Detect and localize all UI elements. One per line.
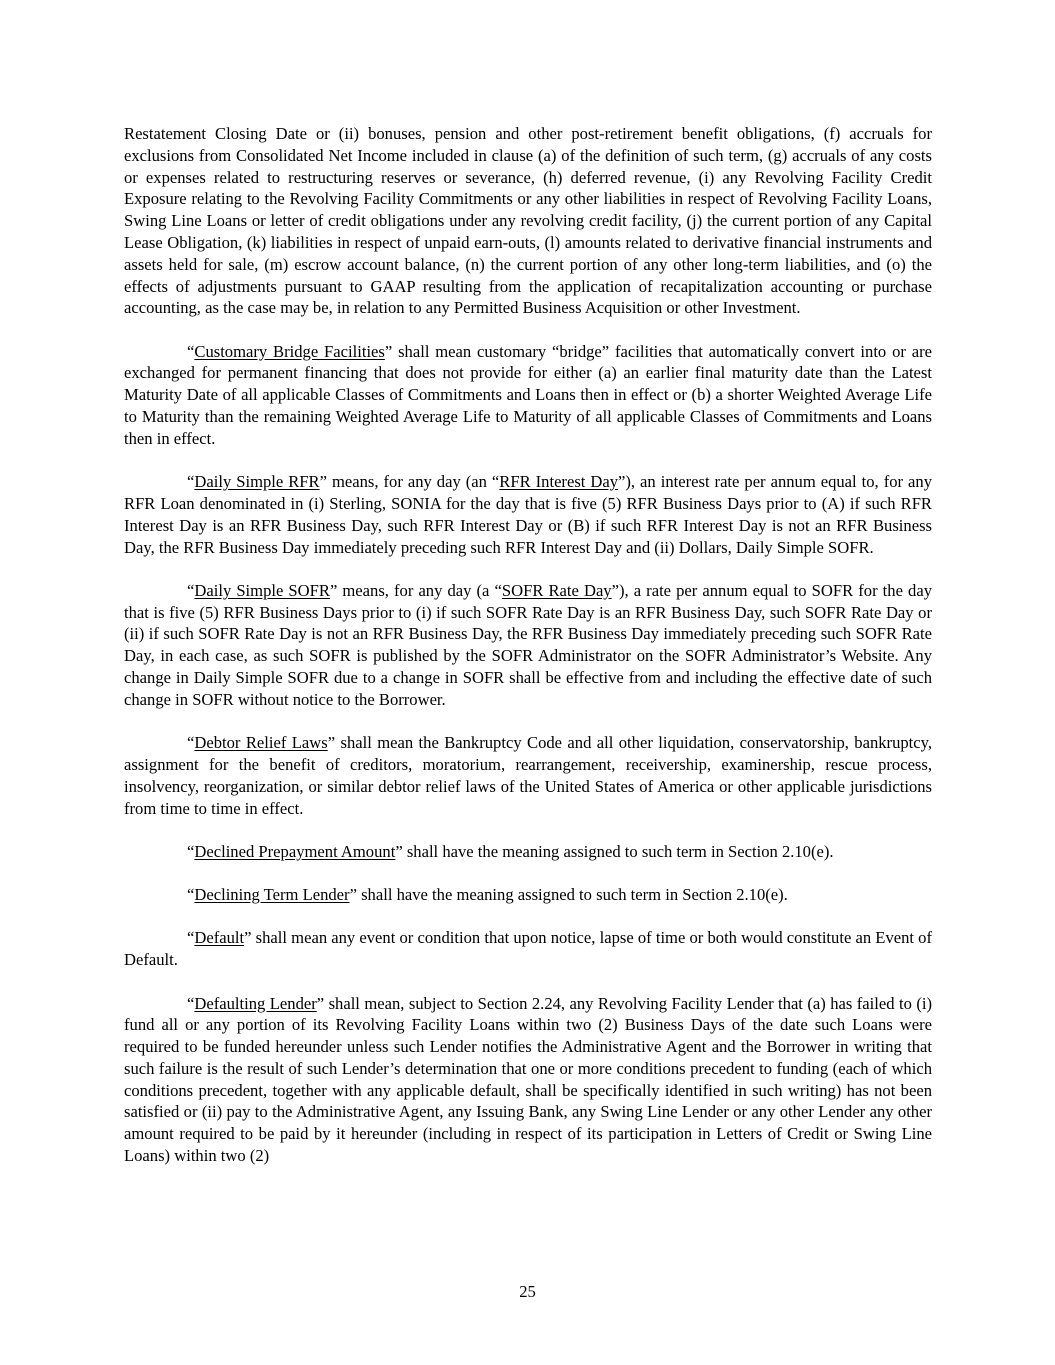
- page-number: 25: [519, 1282, 536, 1301]
- paragraph-text: ” shall have the meaning assigned to such term in Section 2.10(e).: [395, 841, 834, 861]
- paragraph: [124, 471, 932, 558]
- paragraph-text: ” shall mean the Bankruptcy Code and all other liquidation, conservatorship, bankruptcy, assignment for the benefit of creditors, moratorium, rearrangement, receivership, examinership, rescue process, insolvency, reorganization, or similar debtor relief laws of the United States of America or other applicable jurisdictions from time to time in effect.: [124, 733, 933, 818]
- paragraph-text: Restatement Closing Date or (ii) bonuses, pension and other post-retirement benefit obligations, (f) accruals for exclusions from Consolidated Net Income included in clause (a) of the definition of such term, (g) accruals of any costs or expenses related to restructuring reserves or severance, (h) deferred revenue, (i) any Revolving Facility Credit Exposure relating to the Revolving Facility Commitments or any other liabilities in respect of Revolving Facility Loans, Swing Line Loans or letter of credit obligations under any revolving credit facility, (j) the current portion of any Capital Lease Obligation, (k) liabilities in respect of unpaid earn-outs, (l) amounts related to derivative financial instruments and assets held for sale, (m) escrow account balance, (n) the current portion of any other long-term liabilities, and (o) the effects of adjustments pursuant to GAAP resulting from the application of recapitalization accounting or purchase accounting, as the case may be, in relation to any Permitted Business Acquisition or other Investment.: [124, 124, 932, 318]
- paragraph: [124, 732, 932, 819]
- paragraph-text: ” means, for any day (an “: [319, 472, 500, 492]
- paragraph-text: ”), a rate per annum equal to SOFR for the day that is five (5) RFR Business Days prior to (i) if such SOFR Rate Day is an RFR Business Day, such SOFR Rate Day or (ii) if such SOFR Rate Day is not an RFR Business Day, the RFR Business Day immediately preceding such SOFR Rate Day, in each case, as such SOFR is published by the SOFR Administrator on the SOFR Administrator’s Website. Any change in Daily Simple SOFR due to a change in SOFR shall be effective from and including the effective date of such change in SOFR without notice to the Borrower.: [124, 580, 932, 709]
- defined-term: Defaulting Lender: [194, 993, 317, 1013]
- paragraph-text: “: [187, 993, 195, 1013]
- paragraph-text: ” shall mean, subject to Section 2.24, any Revolving Facility Lender that (a) has failed to (i) fund all or any portion of its Revolving Facility Loans within two (2) Business Days of the date such Loans were required to be funded hereunder unless such Lender notifies the Administrative Agent and the Borrower in writing that such failure is the result of such Lender’s determination that one or more conditions precedent to funding (each of which conditions precedent, together with any applicable default, shall be specifically identified in such writing) has not been satisfied or (ii) pay to the Administrative Agent, any Issuing Bank, any Swing Line Lender or any other Lender any other amount required to be paid by it hereunder (including in respect of its participation in Letters of Credit or Swing Line Loans) within two (2): [124, 993, 932, 1166]
- paragraph-text: “: [187, 733, 195, 753]
- paragraph-text: ” shall have the meaning assigned to such term in Section 2.10(e).: [349, 885, 788, 905]
- paragraph-text: “: [187, 841, 195, 861]
- defined-term: RFR Interest Day: [499, 472, 619, 492]
- paragraph: [124, 580, 932, 711]
- paragraph-text: ”), an interest rate per annum equal to, for any RFR Loan denominated in (i) Sterling, SONIA for the day that is five (5) RFR Business Days prior to (A) if such RFR Interest Day is an RFR Business Day, such RFR Interest Day or (B) if such RFR Interest Day is not an RFR Business Day, the RFR Business Day immediately preceding such RFR Interest Day and (ii) Dollars, Daily Simple SOFR.: [124, 472, 932, 557]
- paragraph: [124, 993, 932, 1167]
- paragraph-text: “: [187, 928, 195, 948]
- document-page: [124, 123, 932, 1188]
- paragraph-text: “: [187, 580, 195, 600]
- paragraph-text: ” means, for any day (a “: [329, 580, 502, 600]
- defined-term: SOFR Rate Day: [501, 580, 612, 600]
- paragraph: [124, 841, 932, 863]
- paragraph-text: “: [187, 885, 195, 905]
- defined-term: Declined Prepayment Amount: [194, 841, 396, 861]
- paragraph: [124, 927, 932, 971]
- defined-term: Debtor Relief Laws: [194, 733, 328, 753]
- paragraph: [124, 123, 932, 319]
- defined-term: Daily Simple RFR: [194, 472, 320, 492]
- paragraph-text: “: [187, 341, 195, 361]
- paragraph-text: ” shall mean any event or condition that upon notice, lapse of time or both would constitute an Event of Default.: [124, 928, 932, 970]
- paragraph-text: ” shall mean customary “bridge” facilities that automatically convert into or are exchanged for permanent financing that does not provide for either (a) an earlier final maturity date than the Latest Maturity Date of all applicable Classes of Commitments and Loans then in effect or (b) a shorter Weighted Average Life to Maturity than the remaining Weighted Average Life to Maturity of all applicable Classes of Commitments and Loans then in effect.: [124, 341, 932, 448]
- defined-term: Default: [194, 928, 245, 948]
- paragraph: [124, 341, 932, 450]
- paragraph: [124, 884, 932, 906]
- defined-term: Declining Term Lender: [194, 885, 350, 905]
- defined-term: Customary Bridge Facilities: [194, 341, 385, 361]
- paragraph-text: “: [187, 472, 195, 492]
- defined-term: Daily Simple SOFR: [194, 580, 330, 600]
